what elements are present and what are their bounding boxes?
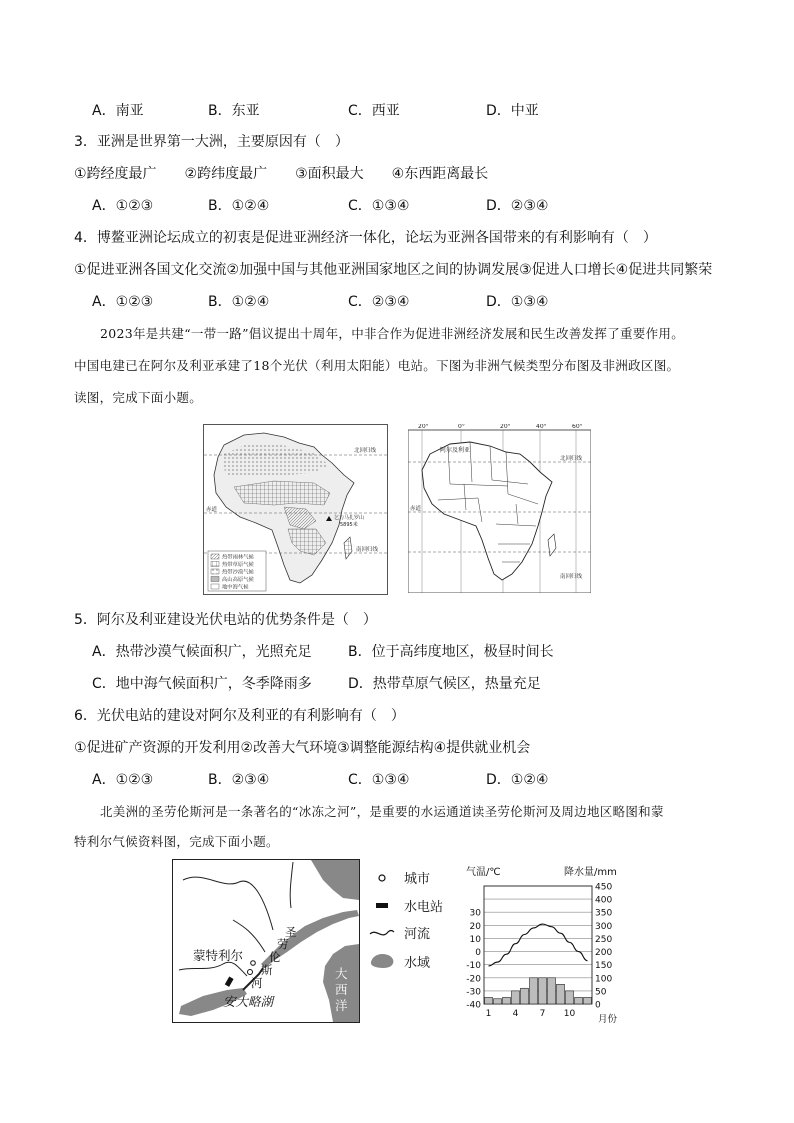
city-marker-montreal xyxy=(248,970,253,975)
q3-option-c: C．①③④ xyxy=(348,198,410,214)
q4-option-c: C．②③④ xyxy=(348,294,410,310)
legend-river-label: 河流 xyxy=(404,927,431,942)
algeria-label: 阿尔及利亚 xyxy=(440,447,471,454)
q5-stem: 5．阿尔及利亚建设光伏电站的优势条件是（ ） xyxy=(74,612,377,628)
right-tick-label: 300 xyxy=(595,921,613,932)
q4-items: ①促进亚洲各国文化交流②加强中国与其他亚洲国家地区之间的协调发展③促进人口增长④促进共同繁荣 xyxy=(74,262,713,278)
passage2-line2: 特利尔气候资料图，完成下面小题。 xyxy=(74,834,279,849)
temperature-line-group xyxy=(489,924,588,966)
lon-label-3: 20° xyxy=(500,424,511,430)
precip-bar-month-2 xyxy=(494,999,502,1004)
legend-river-icon xyxy=(370,931,394,935)
left-tick-label: 0 xyxy=(475,948,481,959)
river-char-3: 伦 xyxy=(269,950,281,964)
right-tick-label: 50 xyxy=(595,987,607,998)
precip-bar-month-10 xyxy=(566,991,574,1004)
river-char-1: 圣 xyxy=(285,925,297,939)
q6-option-d: D．①②④ xyxy=(486,772,549,788)
q5-option-a: A．热带沙漠气候面积广，光照充足 xyxy=(92,644,312,660)
legend-swatch-savanna xyxy=(211,562,219,567)
legend-water-label: 水域 xyxy=(404,956,431,971)
legend-hydro-icon xyxy=(376,903,388,908)
right-tick-label: 200 xyxy=(595,948,613,959)
river-char-4: 斯 xyxy=(261,963,273,977)
legend-label-rainforest: 热带雨林气候 xyxy=(222,554,254,561)
st-lawrence-map-svg xyxy=(173,860,359,1022)
q5-option-c: C．地中海气候面积广，冬季降雨多 xyxy=(92,676,312,692)
right-tick-label: 350 xyxy=(595,908,613,919)
q3-option-b: B．①②④ xyxy=(208,198,270,214)
legend-label-savanna: 热带草原气候 xyxy=(222,562,254,568)
hydro-station-marker xyxy=(225,977,234,987)
ocean-char-2: 西 xyxy=(335,982,348,997)
tributary-4 xyxy=(290,862,293,908)
q4-option-b: B．①②④ xyxy=(208,294,270,310)
ocean-char-1: 大 xyxy=(335,966,348,981)
montreal-climate-chart xyxy=(456,862,622,1024)
equator-label: 赤道 xyxy=(206,507,218,513)
legend-label-desert: 热带沙漠气候 xyxy=(222,569,254,576)
africa-climate-map xyxy=(203,424,388,595)
x-tick-label: 10 xyxy=(563,1009,576,1019)
montreal-label: 蒙特利尔 xyxy=(193,948,244,963)
tropic-s-label: 南回归线 xyxy=(356,547,379,553)
precip-bar-month-1 xyxy=(485,997,493,1004)
legend-swatch-desert xyxy=(211,569,219,574)
africa-political-map-svg xyxy=(408,424,591,593)
right-tick-label: 400 xyxy=(595,895,613,906)
legend-swatch-mediterranean xyxy=(211,584,219,589)
q6-option-b: B．②③④ xyxy=(208,772,270,788)
legend-label-highland: 高山高原气候 xyxy=(222,577,254,583)
temperature-line xyxy=(489,924,588,966)
x-tick-label: 4 xyxy=(512,1009,519,1019)
legend-hydro-label: 水电站 xyxy=(404,900,444,915)
passage1-line2: 中国电建已在阿尔及利亚承建了18个光伏（利用太阳能）电站。下图为非洲气候类型分布图及非洲政区图。 xyxy=(74,358,680,373)
precip-bar-month-9 xyxy=(557,984,565,1004)
q4-option-a: A．①②③ xyxy=(92,294,154,310)
precip-bar-month-6 xyxy=(530,978,538,1004)
tropic-n-label: 北回归线 xyxy=(354,448,377,454)
lon-label-2: 0° xyxy=(458,424,465,430)
passage2-line1: 北美洲的圣劳伦斯河是一条著名的“冰冻之河”，是重要的水运通道读圣劳伦斯河及周边地区略图和蒙 xyxy=(100,804,664,819)
peak-label: 乞力马扎罗山 xyxy=(334,515,365,521)
q6-items: ①促进矿产资源的开发利用②改善大气环境③调整能源结构④提供就业机会 xyxy=(74,740,531,756)
left-tick-label: -30 xyxy=(466,987,481,998)
tributary-3 xyxy=(179,962,247,976)
x-tick-label: 7 xyxy=(539,1009,546,1019)
legend-water-icon xyxy=(371,954,393,968)
peak-elev-label: 5895米 xyxy=(340,522,358,528)
lon-label-5: 60° xyxy=(572,424,583,430)
q3-option-d: D．②③④ xyxy=(486,198,549,214)
tributary-1 xyxy=(183,877,273,930)
africa-political-map xyxy=(408,424,591,593)
q6-option-c: C．①③④ xyxy=(348,772,410,788)
right-ticks xyxy=(595,883,612,1011)
st-lawrence-map xyxy=(172,859,360,1023)
left-axis-title: 气温/℃ xyxy=(466,867,501,878)
right-tick-label: 0 xyxy=(595,1000,601,1011)
passage1-line3: 读图，完成下面小题。 xyxy=(74,390,203,405)
q6-stem: 6．光伏电站的建设对阿尔及利亚的有利影响有（ ） xyxy=(74,708,405,724)
left-tick-label: -20 xyxy=(466,974,481,985)
x-tick-label: 1 xyxy=(485,1009,492,1019)
right-tick-label: 150 xyxy=(595,961,613,972)
legend-swatch-highland xyxy=(211,577,219,582)
map3-legend-svg xyxy=(368,866,458,976)
precip-bar-month-3 xyxy=(503,997,511,1004)
legend-city-icon xyxy=(379,875,385,881)
left-ticks xyxy=(466,909,481,1011)
map3-legend xyxy=(368,866,458,976)
precip-bar-month-7 xyxy=(539,978,547,1004)
legend-city-label: 城市 xyxy=(404,872,431,887)
lon-label-4: 40° xyxy=(536,424,547,430)
q2-option-d: D．中亚 xyxy=(486,103,539,119)
river-char-2: 劳 xyxy=(277,937,289,951)
x-ticks xyxy=(486,1009,576,1019)
left-tick-label: -40 xyxy=(466,1000,481,1011)
left-tick-label: 30 xyxy=(469,908,481,919)
ocean-char-3: 洋 xyxy=(335,998,348,1013)
river-char-5: 河 xyxy=(251,976,263,990)
q4-option-d: D．①③④ xyxy=(486,294,549,310)
q2-option-b: B．东亚 xyxy=(208,103,260,119)
precip-bar-month-8 xyxy=(548,978,556,1004)
left-tick-label: -10 xyxy=(466,961,481,972)
madagascar xyxy=(344,537,352,559)
precip-bar-month-4 xyxy=(512,991,520,1004)
africa-climate-map-svg xyxy=(204,425,387,594)
equator-label-2: 赤道 xyxy=(410,506,422,512)
q5-option-b: B．位于高纬度地区，极昼时间长 xyxy=(348,644,554,660)
x-axis-label: 月份 xyxy=(598,1014,618,1024)
q4-stem: 4．博鳌亚洲论坛成立的初衷是促进亚洲经济一体化，论坛为亚洲各国带来的有利影响有（ ） xyxy=(74,230,657,246)
precip-bar-month-11 xyxy=(575,997,583,1004)
q3-items: ①跨经度最广 ②跨纬度最广 ③面积最大 ④东西距离最长 xyxy=(74,166,489,182)
lake-label: 安大略湖 xyxy=(223,994,274,1009)
climate-chart-svg xyxy=(456,862,622,1024)
precip-bar-month-12 xyxy=(584,997,592,1004)
right-tick-label: 250 xyxy=(595,934,613,945)
tropic-n-label-2: 北回归线 xyxy=(560,456,583,462)
q2-option-a: A．南亚 xyxy=(92,103,144,119)
q3-stem: 3．亚洲是世界第一大洲，主要原因有（ ） xyxy=(74,134,349,150)
left-tick-label: 10 xyxy=(469,934,481,945)
right-axis-title: 降水量/mm xyxy=(564,867,617,878)
tropic-s-label-2: 南回归线 xyxy=(560,574,583,580)
plot-frame xyxy=(484,886,592,1004)
precip-bar-month-5 xyxy=(521,988,529,1004)
legend-label-mediterranean: 地中海气候 xyxy=(222,584,249,591)
passage1-line1: 2023年是共建“一带一路”倡议提出十周年，中非合作为促进非洲经济发展和民生改善发挥了重要作用。 xyxy=(100,326,684,341)
left-tick-label: 20 xyxy=(469,921,481,932)
q2-option-c: C．西亚 xyxy=(348,103,400,119)
water-top xyxy=(311,860,359,900)
right-tick-label: 450 xyxy=(595,882,613,893)
city-marker-2 xyxy=(251,961,256,966)
lon-label-1: 20° xyxy=(418,424,429,430)
chart-grid xyxy=(484,886,592,1004)
right-tick-label: 100 xyxy=(595,974,613,985)
legend-swatch-rainforest xyxy=(211,554,219,559)
q5-option-d: D．热带草原气候区，热量充足 xyxy=(348,676,541,692)
q3-option-a: A．①②③ xyxy=(92,198,154,214)
q6-option-a: A．①②③ xyxy=(92,772,154,788)
